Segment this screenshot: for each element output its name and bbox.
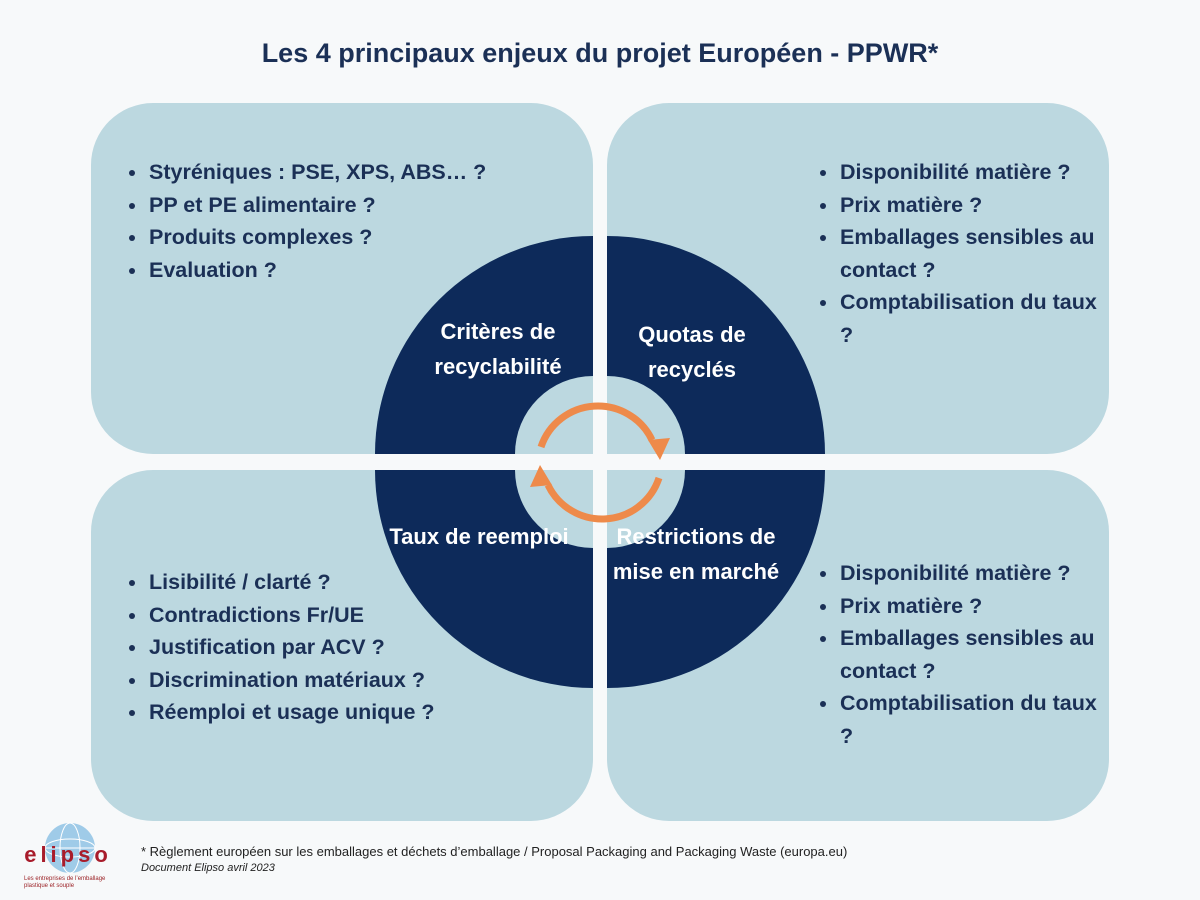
list-item: Evaluation ? <box>127 254 486 287</box>
list-item: Contradictions Fr/UE <box>127 599 435 632</box>
list-item: Styréniques : PSE, XPS, ABS… ? <box>127 156 486 189</box>
list-top-right <box>818 156 1108 351</box>
list-item: Produits complexes ? <box>127 221 486 254</box>
list-item: Emballages sensibles au contact ? <box>818 221 1108 286</box>
list-item: Lisibilité / clarté ? <box>127 566 435 599</box>
footnote: * Règlement européen sur les emballages et déchets d’emballage / Proposal Packaging and Packaging Waste (europa.eu) <box>141 844 848 859</box>
list-item: Prix matière ? <box>818 189 1108 222</box>
list-item: Discrimination matériaux ? <box>127 664 435 697</box>
list-item: Réemploi et usage unique ? <box>127 696 435 729</box>
list-item: Comptabilisation du taux ? <box>818 286 1108 351</box>
document-credit: Document Elipso avril 2023 <box>141 862 275 874</box>
page-title: Les 4 principaux enjeux du projet Européen - PPWR* <box>261 38 939 68</box>
list-item: PP et PE alimentaire ? <box>127 189 486 222</box>
list-item: Prix matière ? <box>818 590 1108 623</box>
list-item: Justification par ACV ? <box>127 631 435 664</box>
list-bottom-right <box>818 557 1108 752</box>
gutter-horizontal <box>80 454 1120 470</box>
list-item: Disponibilité matière ? <box>818 557 1108 590</box>
list-bottom-left <box>127 566 435 729</box>
list-top-left <box>127 156 486 286</box>
logo-tagline: Les entreprises de l’emballage plastique et souple <box>24 876 106 889</box>
list-item: Comptabilisation du taux ? <box>818 687 1108 752</box>
quadrant-label-reemploi: Taux de reemploi <box>389 524 569 549</box>
list-item: Disponibilité matière ? <box>818 156 1108 189</box>
quadrant-label-recyclabilite: Critères de recyclabilité <box>434 319 562 379</box>
quadrant-label-restrictions: Restrictions de mise en marché <box>612 524 780 584</box>
list-item: Emballages sensibles au contact ? <box>818 622 1108 687</box>
quadrant-label-quotas: Quotas de recyclés <box>638 322 746 382</box>
logo-wordmark: elipso <box>24 842 112 867</box>
